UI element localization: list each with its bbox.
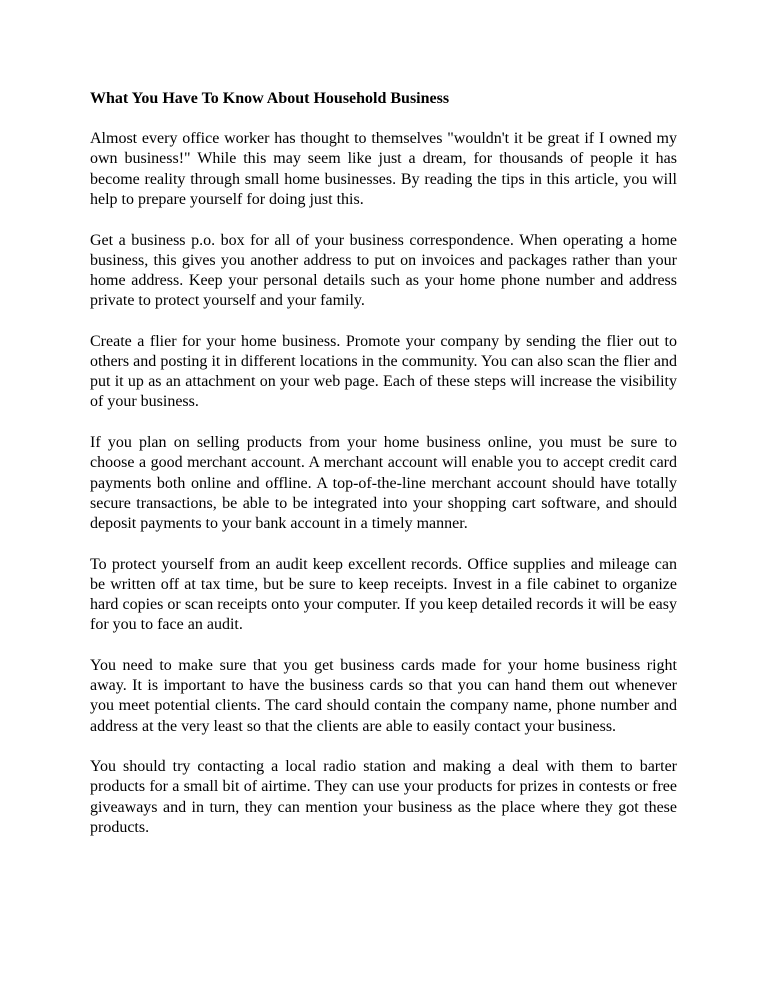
paragraph: To protect yourself from an audit keep excellent records. Office supplies and mileage can be written off at tax time, but be sure to keep receipts. Invest in a file cabinet to organize hard copies or scan receipts onto your computer. If you keep detailed records it will be easy for you to face an audit. xyxy=(90,555,677,634)
paragraph: Create a flier for your home business. Promote your company by sending the flier out to others and posting it in different locations in the community. You can also scan the flier and put it up as an attachment on your web page. Each of these steps will increase the visibility of your business. xyxy=(90,332,677,411)
document-title: What You Have To Know About Household Business xyxy=(90,90,450,107)
paragraph: Get a business p.o. box for all of your business correspondence. When operating a home business, this gives you another address to put on invoices and packages rather than your home address. Keep your personal details such as your home phone number and address private to protect yourself and your family. xyxy=(90,231,677,310)
paragraph: You should try contacting a local radio station and making a deal with them to barter products for a small bit of airtime. They can use your products for prizes in contests or free giveaways and in turn, they can mention your business as the place where they got these products. xyxy=(90,758,677,836)
paragraph: You need to make sure that you get business cards made for your home business right away. It is important to have the business cards so that you can hand them out whenever you meet potential clients. The card should contain the company name, phone number and address at the very least so that the clients are able to easily contact your business. xyxy=(90,656,677,735)
paragraph: Almost every office worker has thought to themselves "wouldn't it be great if I owned my own business!" While this may seem like just a dream, for thousands of people it has become reality through small home businesses. By reading the tips in this article, you will help to prepare yourself for doing just this. xyxy=(90,130,677,208)
document-page xyxy=(90,89,677,859)
paragraph: If you plan on selling products from your home business online, you must be sure to choose a good merchant account. A merchant account will enable you to accept credit card payments both online and offline. A top-of-the-line merchant account should have totally secure transactions, be able to be integrated into your shopping cart software, and should deposit payments to your bank account in a timely manner. xyxy=(90,434,677,532)
